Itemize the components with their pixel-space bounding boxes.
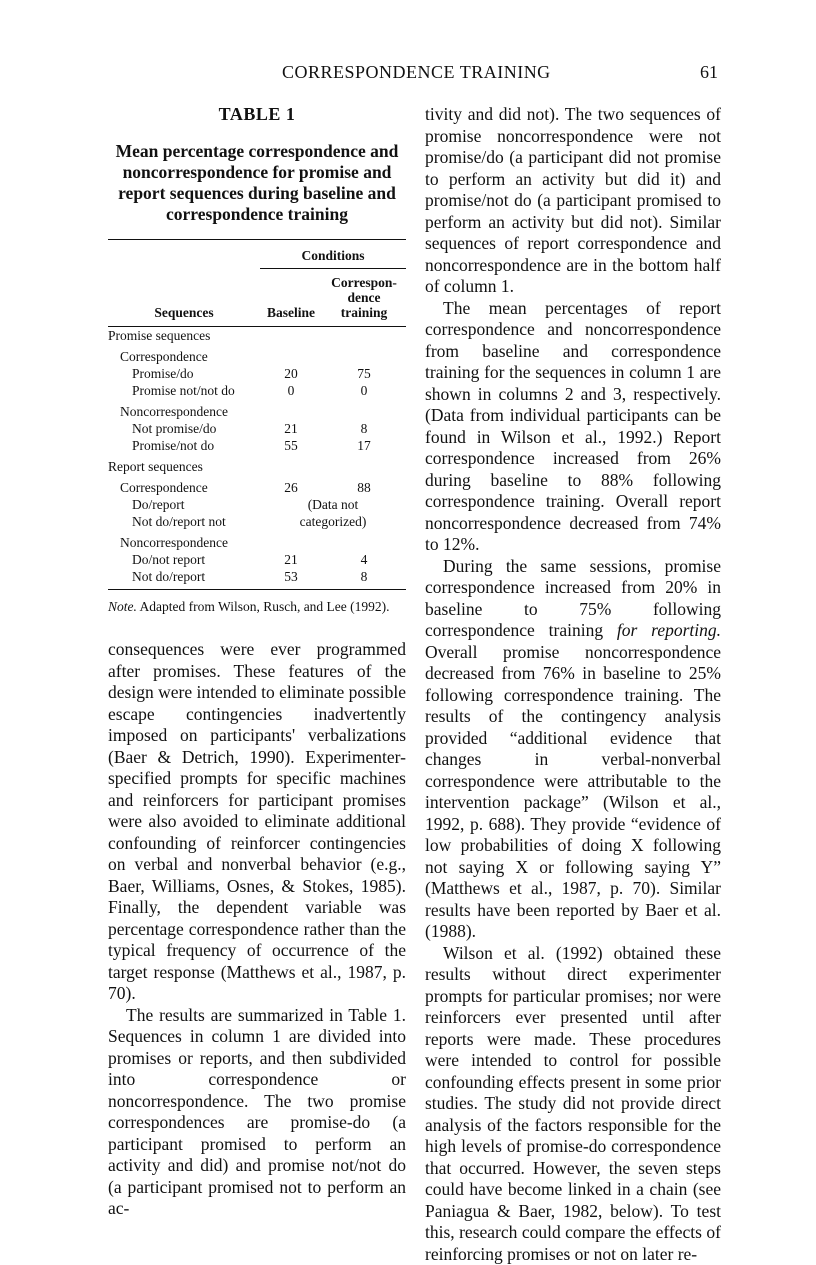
- conditions-header: Conditions: [260, 246, 406, 269]
- left-paragraph-1: consequences were ever programmed after promises. These features of the design were intended to eliminate possible escape contingencies inadvertently imposed on participants' verbalizations (Baer & Detrich, 1990). Experimenter-specified prompts for specific machines and reinforcers for participant promises were also avoided to eliminate additional confounding of reinforcer contingencies on verbal and nonverbal behavior (e.g., Baer, Williams, Osnes, & Stokes, 1985). Finally, the dependent variable was percentage correspondence rather than the typical frequency of occurrence of the target response (Matthews et al., 1987, p. 70).: [108, 639, 406, 1005]
- table-row: [108, 437, 406, 454]
- running-head: [0, 62, 816, 86]
- table-row: [108, 513, 406, 530]
- baseline-cell: 26: [260, 475, 322, 496]
- training-cell: [322, 399, 406, 420]
- running-head-title: CORRESPONDENCE TRAINING: [282, 62, 551, 83]
- table-row: [108, 399, 406, 420]
- results-table: [108, 239, 406, 590]
- table-row: [108, 551, 406, 568]
- training-header-line-1: Correspon-: [322, 275, 406, 290]
- left-paragraph-2: The results are summarized in Table 1. Sequences in column 1 are divided into promises or reports, and then subdivided into correspondence or noncorrespondence. The two promise correspondences are promise-do (a participant promised to perform an activity and did) and promise not/not do (a participant promised not to perform an ac-: [108, 1005, 406, 1220]
- baseline-cell: 55: [260, 437, 322, 454]
- baseline-cell: [260, 454, 322, 475]
- sequences-header: Sequences: [108, 269, 260, 325]
- table-row: [108, 496, 406, 513]
- baseline-cell: 20: [260, 365, 322, 382]
- right-column: [425, 104, 721, 1265]
- training-header-line-2: dence: [322, 290, 406, 305]
- table-row: [108, 344, 406, 365]
- row-label: Promise/do: [108, 365, 260, 382]
- table-row: [108, 327, 406, 345]
- table-row: [108, 475, 406, 496]
- right-paragraph-2: The mean percentages of report correspondence and noncorrespondence from baseline and correspondence training for the sequences in column 1 are shown in columns 2 and 3, respectively. (Data from individual participants can be found in Wilson et al., 1992.) Report correspondence increased from 26% during baseline to 88% following correspondence training. Overall report noncorrespondence decreased from 74% to 12%.: [425, 298, 721, 556]
- training-header: [322, 269, 406, 325]
- row-label: Promise not/not do: [108, 382, 260, 399]
- row-label: Noncorrespondence: [108, 530, 260, 551]
- row-label: Promise sequences: [108, 327, 260, 345]
- merged-cell: (Data not: [260, 496, 406, 513]
- merged-cell: categorized): [260, 513, 406, 530]
- table-title: Mean percentage correspondence and noncorrespondence for promise and report sequences during baseline and correspondence training: [108, 141, 406, 225]
- training-cell: 8: [322, 568, 406, 585]
- table-row: [108, 530, 406, 551]
- right-paragraph-3: [425, 556, 721, 943]
- training-cell: [322, 454, 406, 475]
- left-body: [108, 639, 406, 1220]
- training-cell: 17: [322, 437, 406, 454]
- row-label: Not do/report: [108, 568, 260, 585]
- right-paragraph-1: tivity and did not). The two sequences of promise noncorrespondence were not promise/do (a participant did not promise to perform an activity but did it) and promise/not do (a participant promised to perform an activity but did not). Similar sequences of report correspondence and noncorrespondence are in the bottom half of column 1.: [425, 104, 721, 298]
- baseline-cell: 0: [260, 382, 322, 399]
- right-paragraph-3-emphasis: for reporting.: [617, 620, 721, 640]
- training-cell: 4: [322, 551, 406, 568]
- row-label: Correspondence: [108, 344, 260, 365]
- right-paragraph-3-b: Overall promise noncorrespondence decreased from 76% in baseline to 25% following correspondence training. The results of the contingency analysis provided “additional evidence that changes in verbal-nonverbal correspondence were attributable to the intervention package” (Wilson et al., 1992, p. 688). They provide “evidence of low probabilities of doing X following not saying X or following saying Y” (Matthews et al., 1987, p. 70). Similar results have been reported by Baer et al. (1988).: [425, 642, 721, 942]
- training-cell: [322, 530, 406, 551]
- row-label: Promise/not do: [108, 437, 260, 454]
- training-cell: 8: [322, 420, 406, 437]
- table-row: [108, 382, 406, 399]
- training-cell: [322, 344, 406, 365]
- training-cell: [322, 327, 406, 345]
- baseline-cell: 21: [260, 420, 322, 437]
- row-label: Noncorrespondence: [108, 399, 260, 420]
- training-cell: 88: [322, 475, 406, 496]
- baseline-cell: [260, 327, 322, 345]
- table-note: [108, 598, 406, 615]
- table-row: [108, 568, 406, 585]
- baseline-cell: [260, 399, 322, 420]
- baseline-cell: 21: [260, 551, 322, 568]
- row-label: Correspondence: [108, 475, 260, 496]
- row-label: Not promise/do: [108, 420, 260, 437]
- baseline-cell: 53: [260, 568, 322, 585]
- row-label: Do/not report: [108, 551, 260, 568]
- page-number: 61: [700, 62, 718, 83]
- table-label: TABLE 1: [108, 104, 406, 125]
- baseline-header: Baseline: [260, 269, 322, 325]
- training-header-line-3: training: [322, 305, 406, 320]
- table-body: [108, 327, 406, 586]
- row-label: Report sequences: [108, 454, 260, 475]
- baseline-cell: [260, 530, 322, 551]
- training-cell: 75: [322, 365, 406, 382]
- note-label: Note.: [108, 599, 137, 614]
- table-row: [108, 420, 406, 437]
- right-paragraph-3-a: During the same sessions, promise correspondence increased from 20% in baseline to 75% following correspondence training: [425, 556, 721, 641]
- left-column: [108, 104, 406, 1220]
- table-row: [108, 454, 406, 475]
- right-paragraph-4: Wilson et al. (1992) obtained these results without direct experimenter prompts for particular promises; nor were reinforcers ever presented until after reports were made. These procedures were intended to control for possible confounding effects present in some prior studies. The study did not provide direct analysis of the factors responsible for the high levels of promise-do correspondence that occurred. However, the seven steps could have become linked in a chain (see Paniagua & Baer, 1982, below). To test this, research could compare the effects of reinforcing promises or not on later re-: [425, 943, 721, 1265]
- note-text: Adapted from Wilson, Rusch, and Lee (1992).: [137, 599, 390, 614]
- training-cell: 0: [322, 382, 406, 399]
- baseline-cell: [260, 344, 322, 365]
- row-label: Not do/report not: [108, 513, 260, 530]
- table-row: [108, 365, 406, 382]
- row-label: Do/report: [108, 496, 260, 513]
